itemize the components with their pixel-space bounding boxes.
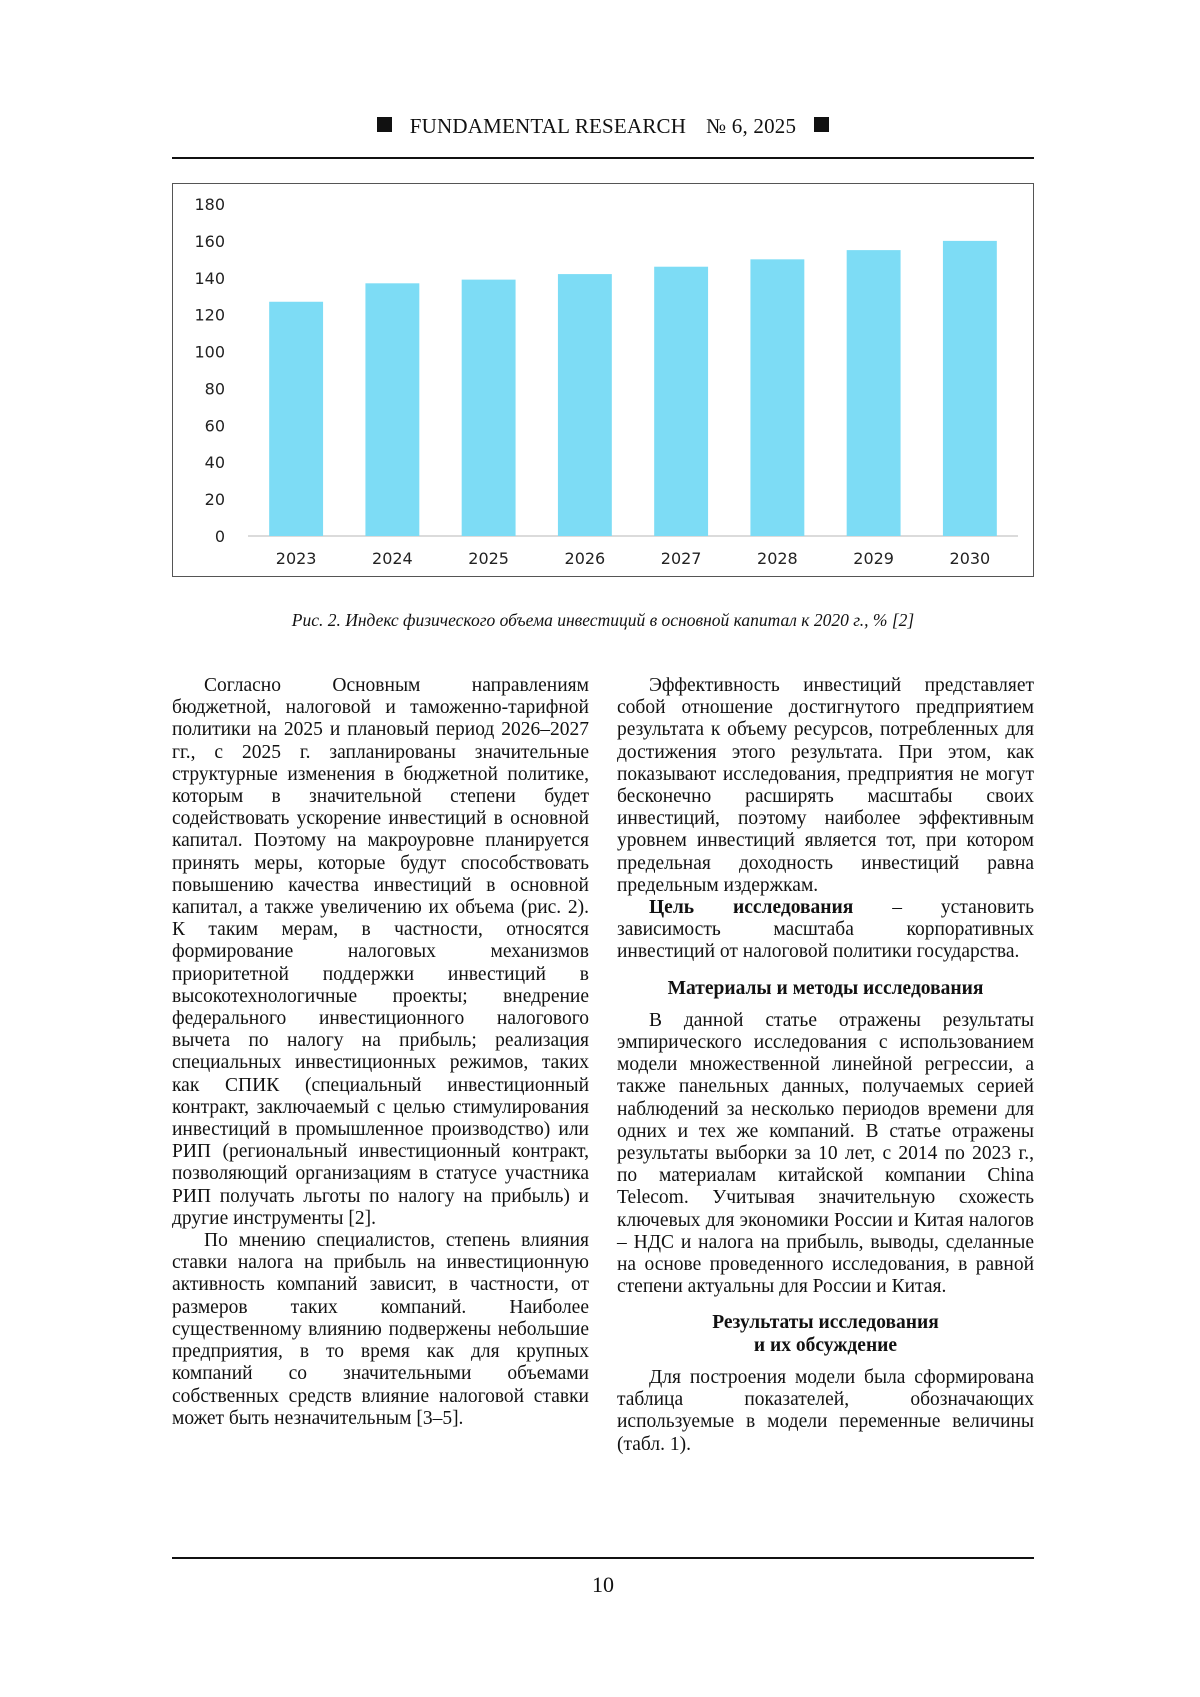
paragraph: Согласно Основным направлениям бюджетной, налоговой и таможенно-тарифной политики на 2025 и плановый период 2026–2027 гг., с 2025 г. запланированы значительные структурные изменения в бюджетной политике, которым в значительной степени будет содействовать ускорение инвестиций в основной капитал. Поэтому на макроуровне планируется принять меры, которые будут способствовать повышению качества инвестиций в основной капитал, а также увеличению их объема (рис. 2). К таким мерам, в частности, относятся формирование налоговых механизмов приоритетной поддержки инвестиций в высокотехнологичные проекты; внедрение федерального инвестиционного налогового вычета по налогу на прибыль; реализация специальных инвестиционных режимов, таких как СПИК (специальный инвестиционный контракт, заключаемый с целью стимулирования инвестиций в промышленное производство) или РИП (региональный инвестиционный контракт, позволяющий организациям в статусе участника РИП получать льготы по налогу на прибыль) и другие инструменты [2].: [172, 675, 589, 1229]
bar-2024: [365, 283, 419, 536]
square-bullet-icon: [377, 117, 392, 132]
square-bullet-icon: [814, 117, 829, 132]
section-heading-results: [617, 1312, 1034, 1356]
y-tick-label: 100: [194, 342, 225, 362]
right-column: [617, 675, 1034, 1456]
footer-rule: [172, 1557, 1034, 1559]
bar-2025: [462, 280, 516, 536]
figure-chart: [172, 183, 1034, 577]
y-tick-label: 180: [194, 195, 225, 214]
bar-2027: [654, 267, 708, 536]
y-tick-label: 40: [204, 453, 225, 473]
x-tick-label: 2029: [853, 549, 894, 568]
bar-2029: [847, 250, 901, 536]
paragraph-aim: [617, 897, 1034, 964]
aim-label: Цель исследования: [649, 897, 854, 919]
header-rule: [172, 157, 1034, 159]
x-tick-label: 2030: [949, 549, 991, 568]
y-tick-label: 160: [194, 231, 225, 251]
bar-2030: [943, 241, 997, 536]
page-number: 10: [592, 1572, 614, 1597]
bar-chart: [173, 184, 1035, 578]
issue-number: № 6, 2025: [706, 114, 797, 138]
bar-2026: [558, 274, 612, 536]
paragraph: По мнению специалистов, степень влияния ставки налога на прибыль на инвестиционную активность компаний зависит, в частности, от размеров таких компаний. Наиболее существенному влиянию подвержены небольшие предприятия, в то время как для крупных компаний со значительными объемами собственных средств влияние налоговой ставки может быть незначительным [3–5].: [172, 1230, 589, 1429]
y-tick-label: 60: [204, 416, 225, 436]
running-header: [172, 114, 1034, 142]
heading-line: и их обсуждение: [753, 1334, 898, 1356]
figure-caption: Рис. 2. Индекс физического объема инвестиций в основной капитал к 2020 г., % [2]: [291, 610, 915, 630]
journal-title: FUNDAMENTAL RESEARCH: [409, 114, 687, 138]
y-tick-label: 20: [204, 490, 225, 510]
y-tick-label: 80: [204, 379, 225, 399]
x-tick-label: 2027: [660, 549, 702, 568]
heading-line: Результаты исследования: [712, 1312, 939, 1334]
paragraph: Для построения модели была сформирована таблица показателей, обозначающих используемые в модели переменные величины (табл. 1).: [617, 1366, 1034, 1455]
x-tick-label: 2026: [564, 549, 606, 568]
paragraph: В данной статье отражены результаты эмпирического исследования с использованием модели множественной линейной регрессии, а также панельных данных, получаемых серией наблюдений за несколько периодов времени для одних и тех же компаний. В статье отражены результаты выборки за 10 лет, с 2014 по 2023 г., по материалам китайской компании China Telecom. Учитывая значительную схожесть ключевых для экономики России и Китая налогов – НДС и налога на прибыль, выводы, сделанные на основе проведенного исследования, в равной степени актуальны для России и Китая.: [617, 1009, 1034, 1298]
left-column: [172, 675, 589, 1430]
x-tick-label: 2028: [757, 549, 798, 568]
section-heading-methods: Материалы и методы исследования: [667, 977, 984, 999]
bar-2028: [750, 259, 804, 536]
aim-text: – установить зависимость масштаба корпоративных инвестиций от налоговой политики государства.: [617, 897, 1034, 963]
y-tick-label: 120: [194, 305, 225, 325]
x-tick-label: 2025: [468, 549, 509, 568]
y-tick-label: 140: [194, 268, 225, 288]
y-tick-label: 0: [214, 527, 225, 546]
paragraph: Эффективность инвестиций представляет собой отношение достигнутого предприятием результата к объему ресурсов, потребленных для достижения этого результата. При этом, как показывают исследования, предприятия не могут бесконечно расширять масштабы своих инвестиций, поэтому наиболее эффективным уровнем инвестиций является тот, при котором предельная доходность инвестиций равна предельным издержкам.: [617, 675, 1034, 896]
x-tick-label: 2024: [372, 549, 413, 568]
x-tick-label: 2023: [275, 549, 317, 568]
bar-2023: [269, 302, 323, 536]
